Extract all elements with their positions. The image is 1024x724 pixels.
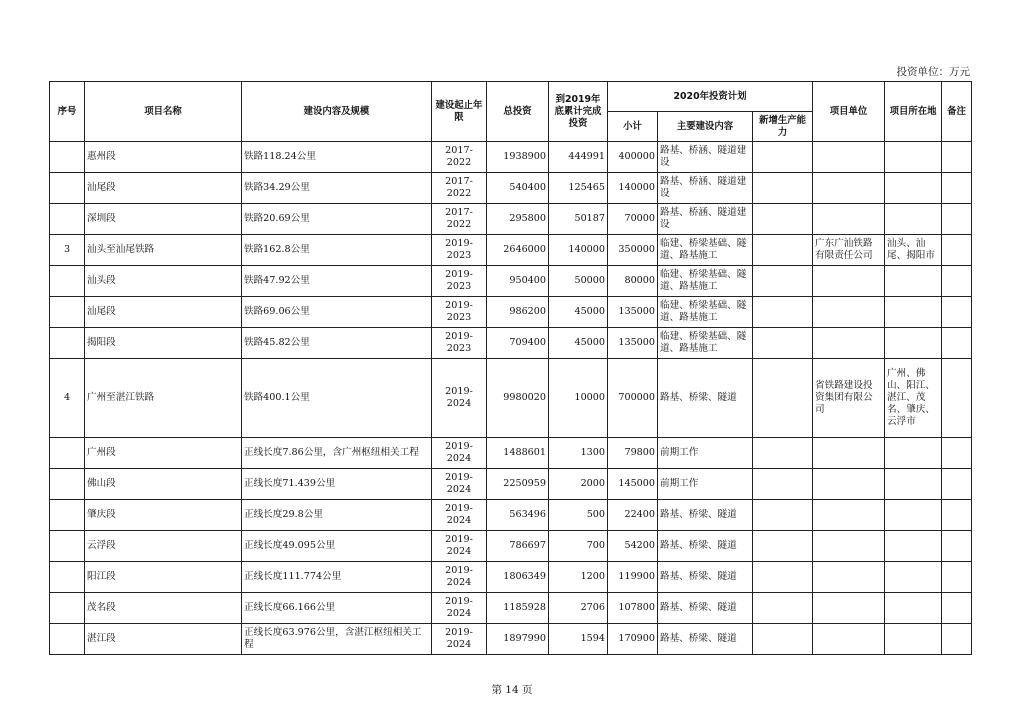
cell-total: 2646000 (487, 235, 549, 266)
cell-location (885, 173, 942, 204)
header-period: 建设起止年限 (432, 82, 487, 142)
cell-unit: 省铁路建设投资集团有限公司 (813, 359, 885, 438)
cell-seq (50, 531, 85, 562)
cell-remark (942, 359, 972, 438)
table-row (50, 359, 972, 438)
cell-total: 709400 (487, 328, 549, 359)
cell-unit (813, 562, 885, 593)
cell-new-capacity (753, 438, 813, 469)
cell-main-content: 临建、桥梁基础、隧道、路基施工 (658, 266, 753, 297)
cell-content: 铁路162.8公里 (242, 235, 432, 266)
cell-name: 汕头至汕尾铁路 (85, 235, 242, 266)
cell-unit (813, 624, 885, 655)
cell-cumulative: 1594 (549, 624, 608, 655)
cell-seq (50, 173, 85, 204)
header-seq: 序号 (50, 82, 85, 142)
cell-main-content: 前期工作 (658, 438, 753, 469)
cell-content: 铁路45.82公里 (242, 328, 432, 359)
cell-main-content: 路基、桥涵、隧道建设 (658, 173, 753, 204)
cell-cumulative: 444991 (549, 142, 608, 173)
cell-location (885, 328, 942, 359)
cell-total: 563496 (487, 500, 549, 531)
cell-subtotal: 119900 (608, 562, 658, 593)
cell-new-capacity (753, 531, 813, 562)
cell-location (885, 438, 942, 469)
cell-remark (942, 328, 972, 359)
table-row (50, 266, 972, 297)
table-row (50, 624, 972, 655)
cell-name: 云浮段 (85, 531, 242, 562)
cell-location (885, 500, 942, 531)
cell-unit (813, 469, 885, 500)
cell-subtotal: 400000 (608, 142, 658, 173)
cell-cumulative: 2000 (549, 469, 608, 500)
cell-new-capacity (753, 266, 813, 297)
cell-subtotal: 350000 (608, 235, 658, 266)
cell-cumulative: 45000 (549, 297, 608, 328)
cell-name: 汕头段 (85, 266, 242, 297)
header-location: 项目所在地 (885, 82, 942, 142)
cell-remark (942, 531, 972, 562)
cell-total: 950400 (487, 266, 549, 297)
cell-subtotal: 140000 (608, 173, 658, 204)
cell-main-content: 前期工作 (658, 469, 753, 500)
cell-name: 揭阳段 (85, 328, 242, 359)
cell-main-content: 路基、桥梁、隧道 (658, 624, 753, 655)
cell-main-content: 路基、桥涵、隧道建设 (658, 204, 753, 235)
cell-cumulative: 700 (549, 531, 608, 562)
cell-main-content: 路基、桥梁、隧道 (658, 359, 753, 438)
cell-seq (50, 624, 85, 655)
cell-seq (50, 266, 85, 297)
cell-cumulative: 1200 (549, 562, 608, 593)
cell-cumulative: 500 (549, 500, 608, 531)
cell-remark (942, 624, 972, 655)
cell-period: 2017-2022 (432, 204, 487, 235)
cell-remark (942, 593, 972, 624)
unit-note: 投资单位：万元 (896, 66, 970, 78)
cell-subtotal: 22400 (608, 500, 658, 531)
cell-name: 汕尾段 (85, 297, 242, 328)
cell-seq (50, 562, 85, 593)
cell-location: 广州、佛山、阳江、湛江、茂名、肇庆、云浮市 (885, 359, 942, 438)
cell-subtotal: 79800 (608, 438, 658, 469)
cell-new-capacity (753, 624, 813, 655)
cell-period: 2019-2024 (432, 562, 487, 593)
cell-period: 2019-2024 (432, 624, 487, 655)
cell-new-capacity (753, 204, 813, 235)
cell-location (885, 624, 942, 655)
cell-new-capacity (753, 359, 813, 438)
table-row (50, 469, 972, 500)
cell-main-content: 路基、桥梁、隧道 (658, 531, 753, 562)
cell-total: 1806349 (487, 562, 549, 593)
cell-content: 正线长度29.8公里 (242, 500, 432, 531)
cell-name: 阳江段 (85, 562, 242, 593)
table-row (50, 531, 972, 562)
cell-seq: 4 (50, 359, 85, 438)
cell-cumulative: 1300 (549, 438, 608, 469)
cell-new-capacity (753, 142, 813, 173)
cell-period: 2019-2023 (432, 297, 487, 328)
header-total: 总投资 (487, 82, 549, 142)
cell-main-content: 路基、桥梁、隧道 (658, 562, 753, 593)
cell-name: 肇庆段 (85, 500, 242, 531)
cell-name: 茂名段 (85, 593, 242, 624)
cell-total: 295800 (487, 204, 549, 235)
cell-content: 正线长度66.166公里 (242, 593, 432, 624)
cell-period: 2017-2022 (432, 173, 487, 204)
cell-new-capacity (753, 562, 813, 593)
cell-period: 2019-2023 (432, 235, 487, 266)
cell-seq: 3 (50, 235, 85, 266)
table-row (50, 328, 972, 359)
cell-period: 2019-2024 (432, 531, 487, 562)
header-name: 项目名称 (85, 82, 242, 142)
cell-name: 佛山段 (85, 469, 242, 500)
cell-unit (813, 328, 885, 359)
cell-content: 铁路20.69公里 (242, 204, 432, 235)
cell-new-capacity (753, 593, 813, 624)
cell-unit (813, 593, 885, 624)
cell-total: 540400 (487, 173, 549, 204)
cell-seq (50, 500, 85, 531)
cell-total: 1897990 (487, 624, 549, 655)
table-body (50, 142, 972, 655)
cell-content: 铁路34.29公里 (242, 173, 432, 204)
cell-location (885, 142, 942, 173)
cell-total: 786697 (487, 531, 549, 562)
cell-subtotal: 54200 (608, 531, 658, 562)
cell-cumulative: 10000 (549, 359, 608, 438)
header-main-content: 主要建设内容 (658, 112, 753, 142)
table-row (50, 204, 972, 235)
cell-remark (942, 562, 972, 593)
cell-location (885, 204, 942, 235)
table-row (50, 297, 972, 328)
cell-subtotal: 135000 (608, 328, 658, 359)
cell-cumulative: 45000 (549, 328, 608, 359)
cell-period: 2019-2024 (432, 500, 487, 531)
cell-remark (942, 500, 972, 531)
cell-period: 2019-2024 (432, 359, 487, 438)
cell-content: 正线长度111.774公里 (242, 562, 432, 593)
header-content: 建设内容及规模 (242, 82, 432, 142)
cell-subtotal: 170900 (608, 624, 658, 655)
cell-main-content: 路基、桥涵、隧道建设 (658, 142, 753, 173)
cell-remark (942, 173, 972, 204)
cell-period: 2019-2023 (432, 266, 487, 297)
cell-unit (813, 500, 885, 531)
cell-subtotal: 700000 (608, 359, 658, 438)
investment-table (49, 81, 972, 655)
header-plan2020: 2020年投资计划 (608, 82, 813, 112)
cell-subtotal: 135000 (608, 297, 658, 328)
cell-period: 2019-2024 (432, 593, 487, 624)
cell-content: 铁路69.06公里 (242, 297, 432, 328)
cell-new-capacity (753, 469, 813, 500)
cell-name: 深圳段 (85, 204, 242, 235)
cell-content: 铁路400.1公里 (242, 359, 432, 438)
cell-seq (50, 328, 85, 359)
cell-name: 汕尾段 (85, 173, 242, 204)
cell-cumulative: 50187 (549, 204, 608, 235)
cell-content: 铁路47.92公里 (242, 266, 432, 297)
cell-total: 1488601 (487, 438, 549, 469)
cell-name: 广州段 (85, 438, 242, 469)
cell-unit (813, 204, 885, 235)
cell-cumulative: 125465 (549, 173, 608, 204)
cell-main-content: 临建、桥梁基础、隧道、路基施工 (658, 328, 753, 359)
table-row (50, 562, 972, 593)
cell-name: 湛江段 (85, 624, 242, 655)
cell-subtotal: 70000 (608, 204, 658, 235)
cell-seq (50, 438, 85, 469)
cell-unit: 广东广汕铁路有限责任公司 (813, 235, 885, 266)
table-row (50, 593, 972, 624)
cell-cumulative: 140000 (549, 235, 608, 266)
header-remark: 备注 (942, 82, 972, 142)
cell-remark (942, 469, 972, 500)
cell-unit (813, 142, 885, 173)
table-row (50, 173, 972, 204)
cell-new-capacity (753, 500, 813, 531)
cell-total: 1938900 (487, 142, 549, 173)
cell-seq (50, 297, 85, 328)
cell-period: 2019-2024 (432, 469, 487, 500)
cell-content: 正线长度49.095公里 (242, 531, 432, 562)
cell-unit (813, 173, 885, 204)
page-footer: 第 14 页 (491, 684, 533, 696)
cell-location (885, 469, 942, 500)
cell-main-content: 临建、桥梁基础、隧道、路基施工 (658, 297, 753, 328)
header-new-capacity: 新增生产能力 (753, 112, 813, 142)
cell-period: 2019-2024 (432, 438, 487, 469)
cell-new-capacity (753, 328, 813, 359)
cell-unit (813, 266, 885, 297)
header-subtotal: 小计 (608, 112, 658, 142)
cell-remark (942, 142, 972, 173)
cell-location (885, 593, 942, 624)
cell-name: 广州至湛江铁路 (85, 359, 242, 438)
cell-unit (813, 438, 885, 469)
cell-subtotal: 145000 (608, 469, 658, 500)
cell-seq (50, 142, 85, 173)
cell-name: 惠州段 (85, 142, 242, 173)
cell-total: 2250959 (487, 469, 549, 500)
cell-location (885, 297, 942, 328)
cell-new-capacity (753, 235, 813, 266)
cell-main-content: 路基、桥梁、隧道 (658, 593, 753, 624)
table-row (50, 500, 972, 531)
cell-main-content: 临建、桥梁基础、隧道、路基施工 (658, 235, 753, 266)
cell-period: 2017-2022 (432, 142, 487, 173)
cell-remark (942, 438, 972, 469)
table-row (50, 235, 972, 266)
cell-main-content: 路基、桥梁、隧道 (658, 500, 753, 531)
cell-remark (942, 266, 972, 297)
cell-content: 正线长度7.86公里，含广州枢纽相关工程 (242, 438, 432, 469)
header-cumulative: 到2019年底累计完成投资 (549, 82, 608, 142)
cell-location (885, 266, 942, 297)
cell-seq (50, 593, 85, 624)
cell-location: 汕头、汕尾、揭阳市 (885, 235, 942, 266)
cell-cumulative: 50000 (549, 266, 608, 297)
cell-subtotal: 107800 (608, 593, 658, 624)
cell-total: 9980020 (487, 359, 549, 438)
cell-seq (50, 204, 85, 235)
cell-unit (813, 531, 885, 562)
cell-content: 正线长度71.439公里 (242, 469, 432, 500)
cell-remark (942, 235, 972, 266)
cell-period: 2019-2023 (432, 328, 487, 359)
cell-remark (942, 297, 972, 328)
table-row (50, 142, 972, 173)
table-row (50, 438, 972, 469)
cell-remark (942, 204, 972, 235)
cell-content: 铁路118.24公里 (242, 142, 432, 173)
cell-subtotal: 80000 (608, 266, 658, 297)
cell-total: 986200 (487, 297, 549, 328)
cell-cumulative: 2706 (549, 593, 608, 624)
cell-total: 1185928 (487, 593, 549, 624)
header-unit: 项目单位 (813, 82, 885, 142)
cell-new-capacity (753, 173, 813, 204)
cell-unit (813, 297, 885, 328)
cell-seq (50, 469, 85, 500)
cell-location (885, 531, 942, 562)
cell-location (885, 562, 942, 593)
cell-content: 正线长度63.976公里，含湛江枢纽相关工程 (242, 624, 432, 655)
cell-new-capacity (753, 297, 813, 328)
